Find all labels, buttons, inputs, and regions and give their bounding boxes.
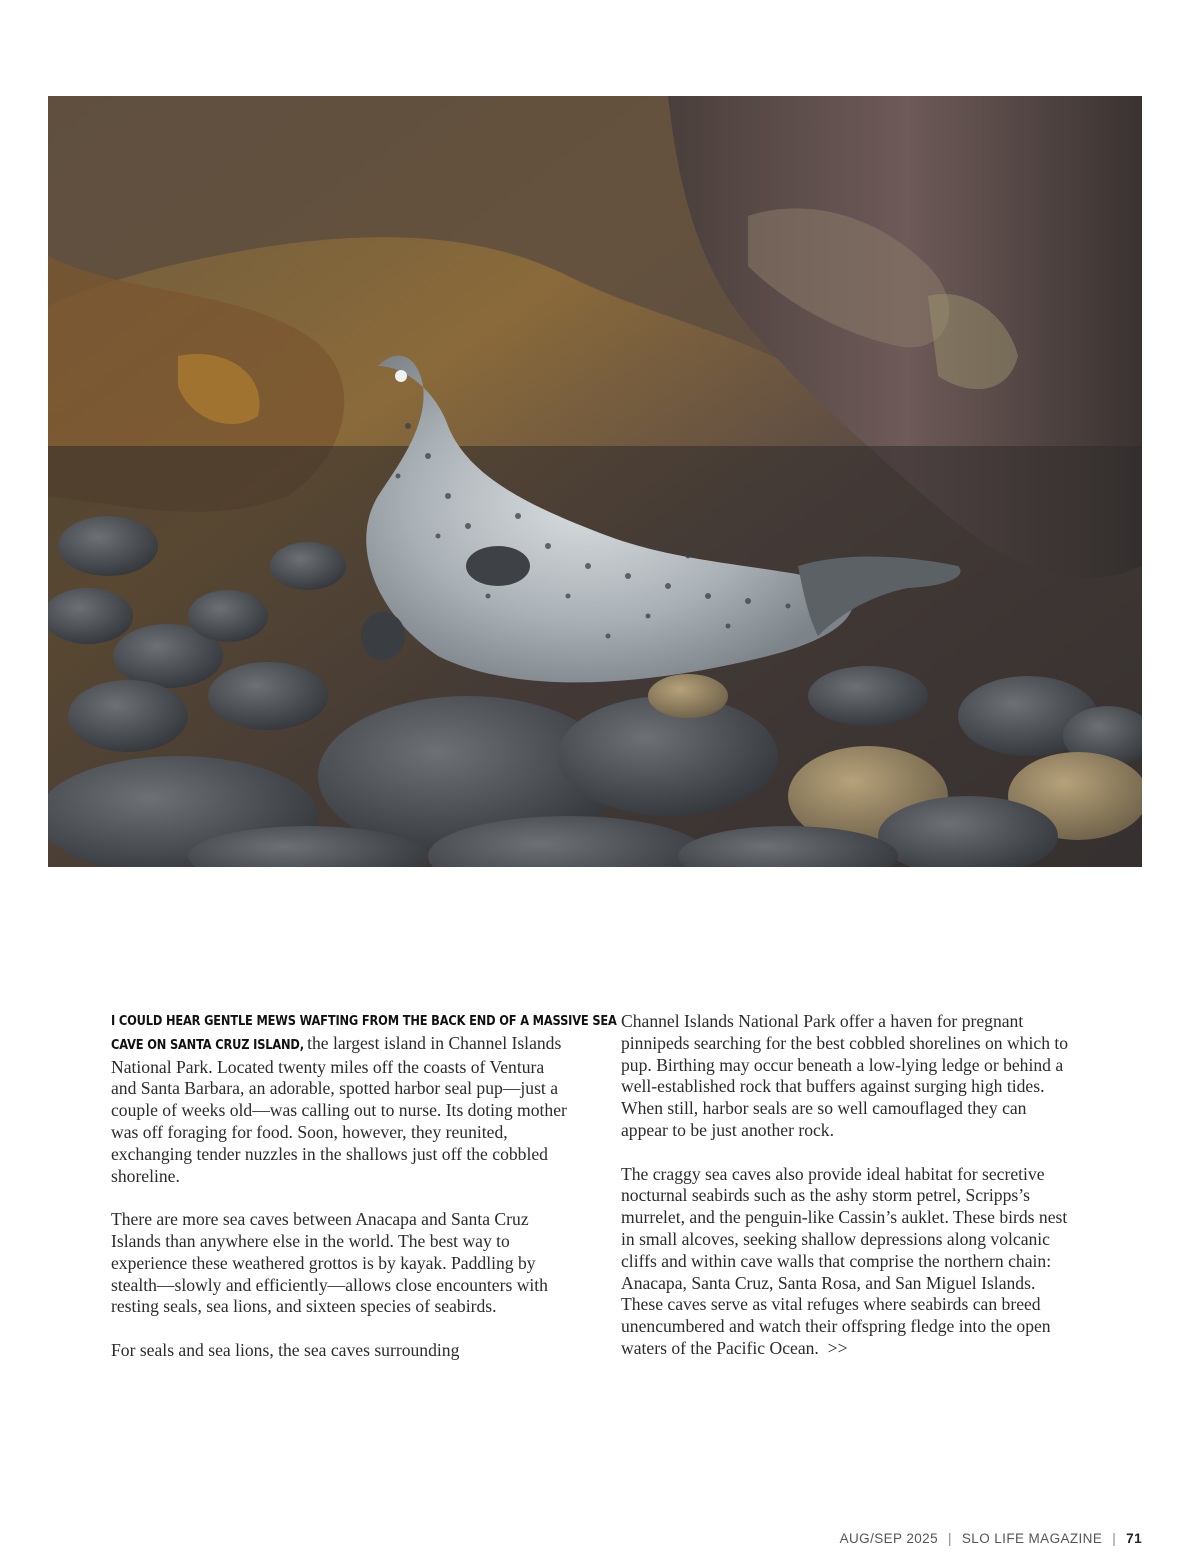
- magazine-name: SLO LIFE MAGAZINE: [961, 1531, 1103, 1546]
- lead-rest-text: the largest island in Channel Islands National Park. Located twenty miles off the coasts of Ventura and Santa Barbara, an adorable, spotted harbor seal pup—just a couple of weeks old—was calling out to nurse. Its doting mother was off foraging for food. Soon, however, they reunited, exchanging tender nuzzles in the shallows just off the cobbled shoreline.: [111, 1032, 567, 1186]
- article-paragraph: [111, 1011, 617, 1187]
- article-paragraph: Channel Islands National Park offer a haven for pregnant pinnipeds searching for the best cobbled shorelines on which to pup. Birthing may occur beneath a low-lying ledge or behind a well-established rock that buffers against surging high tides. When still, harbor seals are so well camouflaged they can appear to be just another rock.: [621, 1011, 1069, 1140]
- footer-separator: |: [947, 1531, 952, 1546]
- page-number: 71: [1126, 1531, 1142, 1546]
- article-paragraph: For seals and sea lions, the sea caves surrounding: [111, 1339, 460, 1360]
- article-paragraph-text: The craggy sea caves also provide ideal habitat for secretive nocturnal seabirds such as the ashy storm petrel, Scripps’s murrelet, and the penguin-like Cassin’s auklet. These birds nest in small alcoves, seeking shallow depressions along volcanic cliffs and within cave walls that comprise the northern chain: Anacapa, Santa Cruz, Santa Rosa, and San Miguel Islands. These caves serve as vital refuges where seabirds can breed unencumbered and watch their offspring fledge into the open waters of the Pacific Ocean.: [621, 1163, 1068, 1358]
- article-column-left: [111, 1011, 617, 1384]
- lead-caps-line: I COULD HEAR GENTLE MEWS WAFTING FROM THE BACK END OF A MASSIVE SEA: [111, 1013, 617, 1029]
- lead-caps-line: CAVE ON SANTA CRUZ ISLAND,: [111, 1036, 304, 1053]
- harbor-seal-cave-photo: [48, 96, 1142, 867]
- article-photo: [48, 96, 1142, 867]
- article-column-right: [621, 1011, 1077, 1382]
- footer-separator: |: [1112, 1531, 1117, 1546]
- article-paragraph: There are more sea caves between Anacapa and Santa Cruz Islands than anywhere else in the world. The best way to experience these weathered grottos is by kayak. Paddling by stealth—slowly and efficiently—allows close encounters with resting seals, sea lions, and sixteen species of seabirds.: [111, 1209, 548, 1317]
- page-footer: [840, 1531, 1142, 1546]
- article-paragraph: [621, 1164, 1077, 1360]
- issue-date: AUG/SEP 2025: [839, 1531, 938, 1546]
- continue-marker: >>: [827, 1337, 848, 1358]
